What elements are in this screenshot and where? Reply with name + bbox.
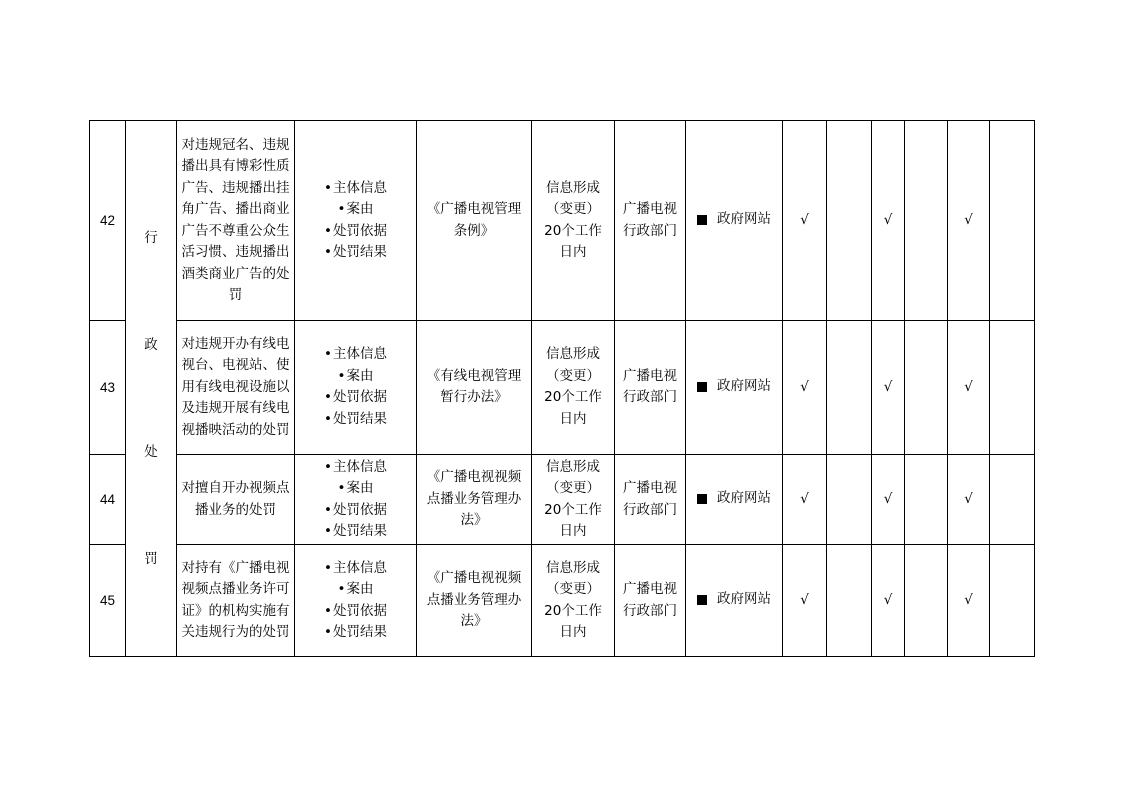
check-cell: [990, 454, 1035, 545]
table-row: [90, 321, 1035, 454]
item-text: 对持有《广播电视视频点播业务许可证》的机构实施有关违规行为的处罚: [181, 559, 290, 641]
content-item: •处罚结果: [324, 410, 387, 427]
basis-cell: [417, 321, 532, 454]
content-item: •主体信息: [324, 346, 387, 363]
item-text: 对违规冠名、违规播出具有博彩性质广告、违规播出挂角广告、播出商业广告不尊重公众生活习惯、违规播出酒类商业广告的处罚: [181, 136, 290, 304]
content-item: •处罚依据: [324, 389, 387, 406]
square-bullet-icon: [697, 215, 707, 225]
check-cell: [990, 121, 1035, 321]
content-item-text: 处罚依据: [332, 501, 387, 518]
disclosure-timing: 信息形成（变更）20个工作日内: [544, 179, 602, 261]
check-cell: √: [948, 545, 990, 657]
category-char: 处: [144, 444, 158, 460]
content-item: •主体信息: [324, 458, 387, 475]
content-item: •案由: [337, 480, 374, 497]
responsible-department: 广播电视行政部门: [623, 581, 677, 619]
check-cell: [827, 454, 872, 545]
content-item-text: 案由: [346, 367, 374, 384]
disclosure-table: [89, 120, 1035, 657]
content-item-text: 处罚依据: [332, 389, 387, 406]
dept-cell: [615, 121, 686, 321]
square-bullet-icon: [697, 382, 707, 392]
content-item: •案由: [337, 581, 374, 598]
check-cell: [905, 121, 948, 321]
row-number: 45: [90, 545, 126, 657]
check-cell: √: [872, 321, 905, 454]
content-cell: [295, 454, 417, 545]
content-item: •处罚结果: [324, 523, 387, 540]
legal-basis: 《广播电视视频点播业务管理办法》: [426, 469, 522, 529]
check-cell: [905, 454, 948, 545]
item-text: 对违规开办有线电视台、电视站、使用有线电视设施以及违规开展有线电视播映活动的处罚: [181, 335, 290, 438]
content-item-text: 处罚结果: [332, 624, 387, 641]
category-char: 罚: [144, 551, 158, 567]
check-cell: √: [872, 121, 905, 321]
channel-cell: [686, 454, 783, 545]
responsible-department: 广播电视行政部门: [623, 367, 677, 406]
content-item-text: 处罚依据: [332, 222, 387, 239]
content-cell: [295, 545, 417, 657]
channel-cell: [686, 121, 783, 321]
timing-cell: [532, 121, 615, 321]
check-cell: √: [783, 321, 827, 454]
check-cell: √: [948, 321, 990, 454]
square-bullet-icon: [697, 494, 707, 504]
disclosure-timing: 信息形成（变更）20个工作日内: [544, 346, 602, 427]
check-cell: [827, 545, 872, 657]
content-item: •主体信息: [324, 559, 387, 576]
check-cell: √: [783, 545, 827, 657]
channel-cell: [686, 545, 783, 657]
content-item: •处罚依据: [324, 602, 387, 619]
basis-cell: [417, 454, 532, 545]
disclosure-channel: 政府网站: [717, 591, 771, 608]
content-item-text: 主体信息: [332, 346, 387, 363]
category-char: 政: [144, 337, 158, 353]
category-cell: [126, 121, 177, 657]
table-body: [90, 121, 1035, 657]
row-number: 42: [90, 121, 126, 321]
content-item: •处罚结果: [324, 244, 387, 261]
content-item: •案由: [337, 367, 374, 384]
disclosure-channel: 政府网站: [717, 210, 771, 227]
basis-cell: [417, 121, 532, 321]
check-cell: [990, 545, 1035, 657]
content-item-text: 案由: [346, 480, 374, 497]
content-item: •案由: [337, 201, 374, 218]
item-cell: [177, 321, 295, 454]
responsible-department: 广播电视行政部门: [623, 480, 677, 518]
legal-basis: 《有线电视管理暂行办法》: [426, 367, 522, 406]
legal-basis: 《广播电视管理条例》: [426, 201, 522, 239]
check-cell: √: [948, 121, 990, 321]
item-text: 对擅自开办视频点播业务的处罚: [181, 480, 290, 518]
table-row: [90, 454, 1035, 545]
table-row: [90, 121, 1035, 321]
table-row: [90, 545, 1035, 657]
dept-cell: [615, 321, 686, 454]
disclosure-timing: 信息形成（变更）20个工作日内: [544, 458, 602, 540]
content-item-text: 案由: [346, 581, 374, 598]
timing-cell: [532, 321, 615, 454]
item-cell: [177, 545, 295, 657]
check-cell: √: [872, 454, 905, 545]
content-item-text: 主体信息: [332, 559, 387, 576]
check-cell: [905, 321, 948, 454]
content-list: [295, 344, 416, 430]
row-number: 43: [90, 321, 126, 454]
timing-cell: [532, 454, 615, 545]
row-number: 44: [90, 454, 126, 545]
content-item-text: 主体信息: [332, 458, 387, 475]
content-item-text: 处罚结果: [332, 244, 387, 261]
content-item-text: 处罚结果: [332, 410, 387, 427]
content-list: [295, 457, 416, 543]
dept-cell: [615, 545, 686, 657]
content-item-text: 处罚依据: [332, 602, 387, 619]
disclosure-channel: 政府网站: [717, 489, 771, 506]
check-cell: √: [783, 454, 827, 545]
category-char: 行: [144, 230, 158, 246]
content-item-text: 处罚结果: [332, 523, 387, 540]
item-cell: [177, 454, 295, 545]
responsible-department: 广播电视行政部门: [623, 201, 677, 239]
content-item: •主体信息: [324, 179, 387, 196]
content-item: •处罚依据: [324, 501, 387, 518]
item-cell: [177, 121, 295, 321]
content-item-text: 案由: [346, 201, 374, 218]
check-cell: √: [872, 545, 905, 657]
basis-cell: [417, 545, 532, 657]
content-item-text: 主体信息: [332, 179, 387, 196]
timing-cell: [532, 545, 615, 657]
square-bullet-icon: [697, 595, 707, 605]
check-cell: √: [948, 454, 990, 545]
disclosure-timing: 信息形成（变更）20个工作日内: [544, 559, 602, 641]
content-list: [295, 178, 416, 264]
dept-cell: [615, 454, 686, 545]
channel-cell: [686, 321, 783, 454]
check-cell: [990, 321, 1035, 454]
content-item: •处罚结果: [324, 624, 387, 641]
check-cell: √: [783, 121, 827, 321]
content-cell: [295, 121, 417, 321]
check-cell: [827, 321, 872, 454]
content-cell: [295, 321, 417, 454]
disclosure-channel: 政府网站: [717, 377, 771, 394]
check-cell: [827, 121, 872, 321]
check-cell: [905, 545, 948, 657]
legal-basis: 《广播电视视频点播业务管理办法》: [426, 570, 522, 630]
content-item: •处罚依据: [324, 222, 387, 239]
content-list: [295, 558, 416, 644]
